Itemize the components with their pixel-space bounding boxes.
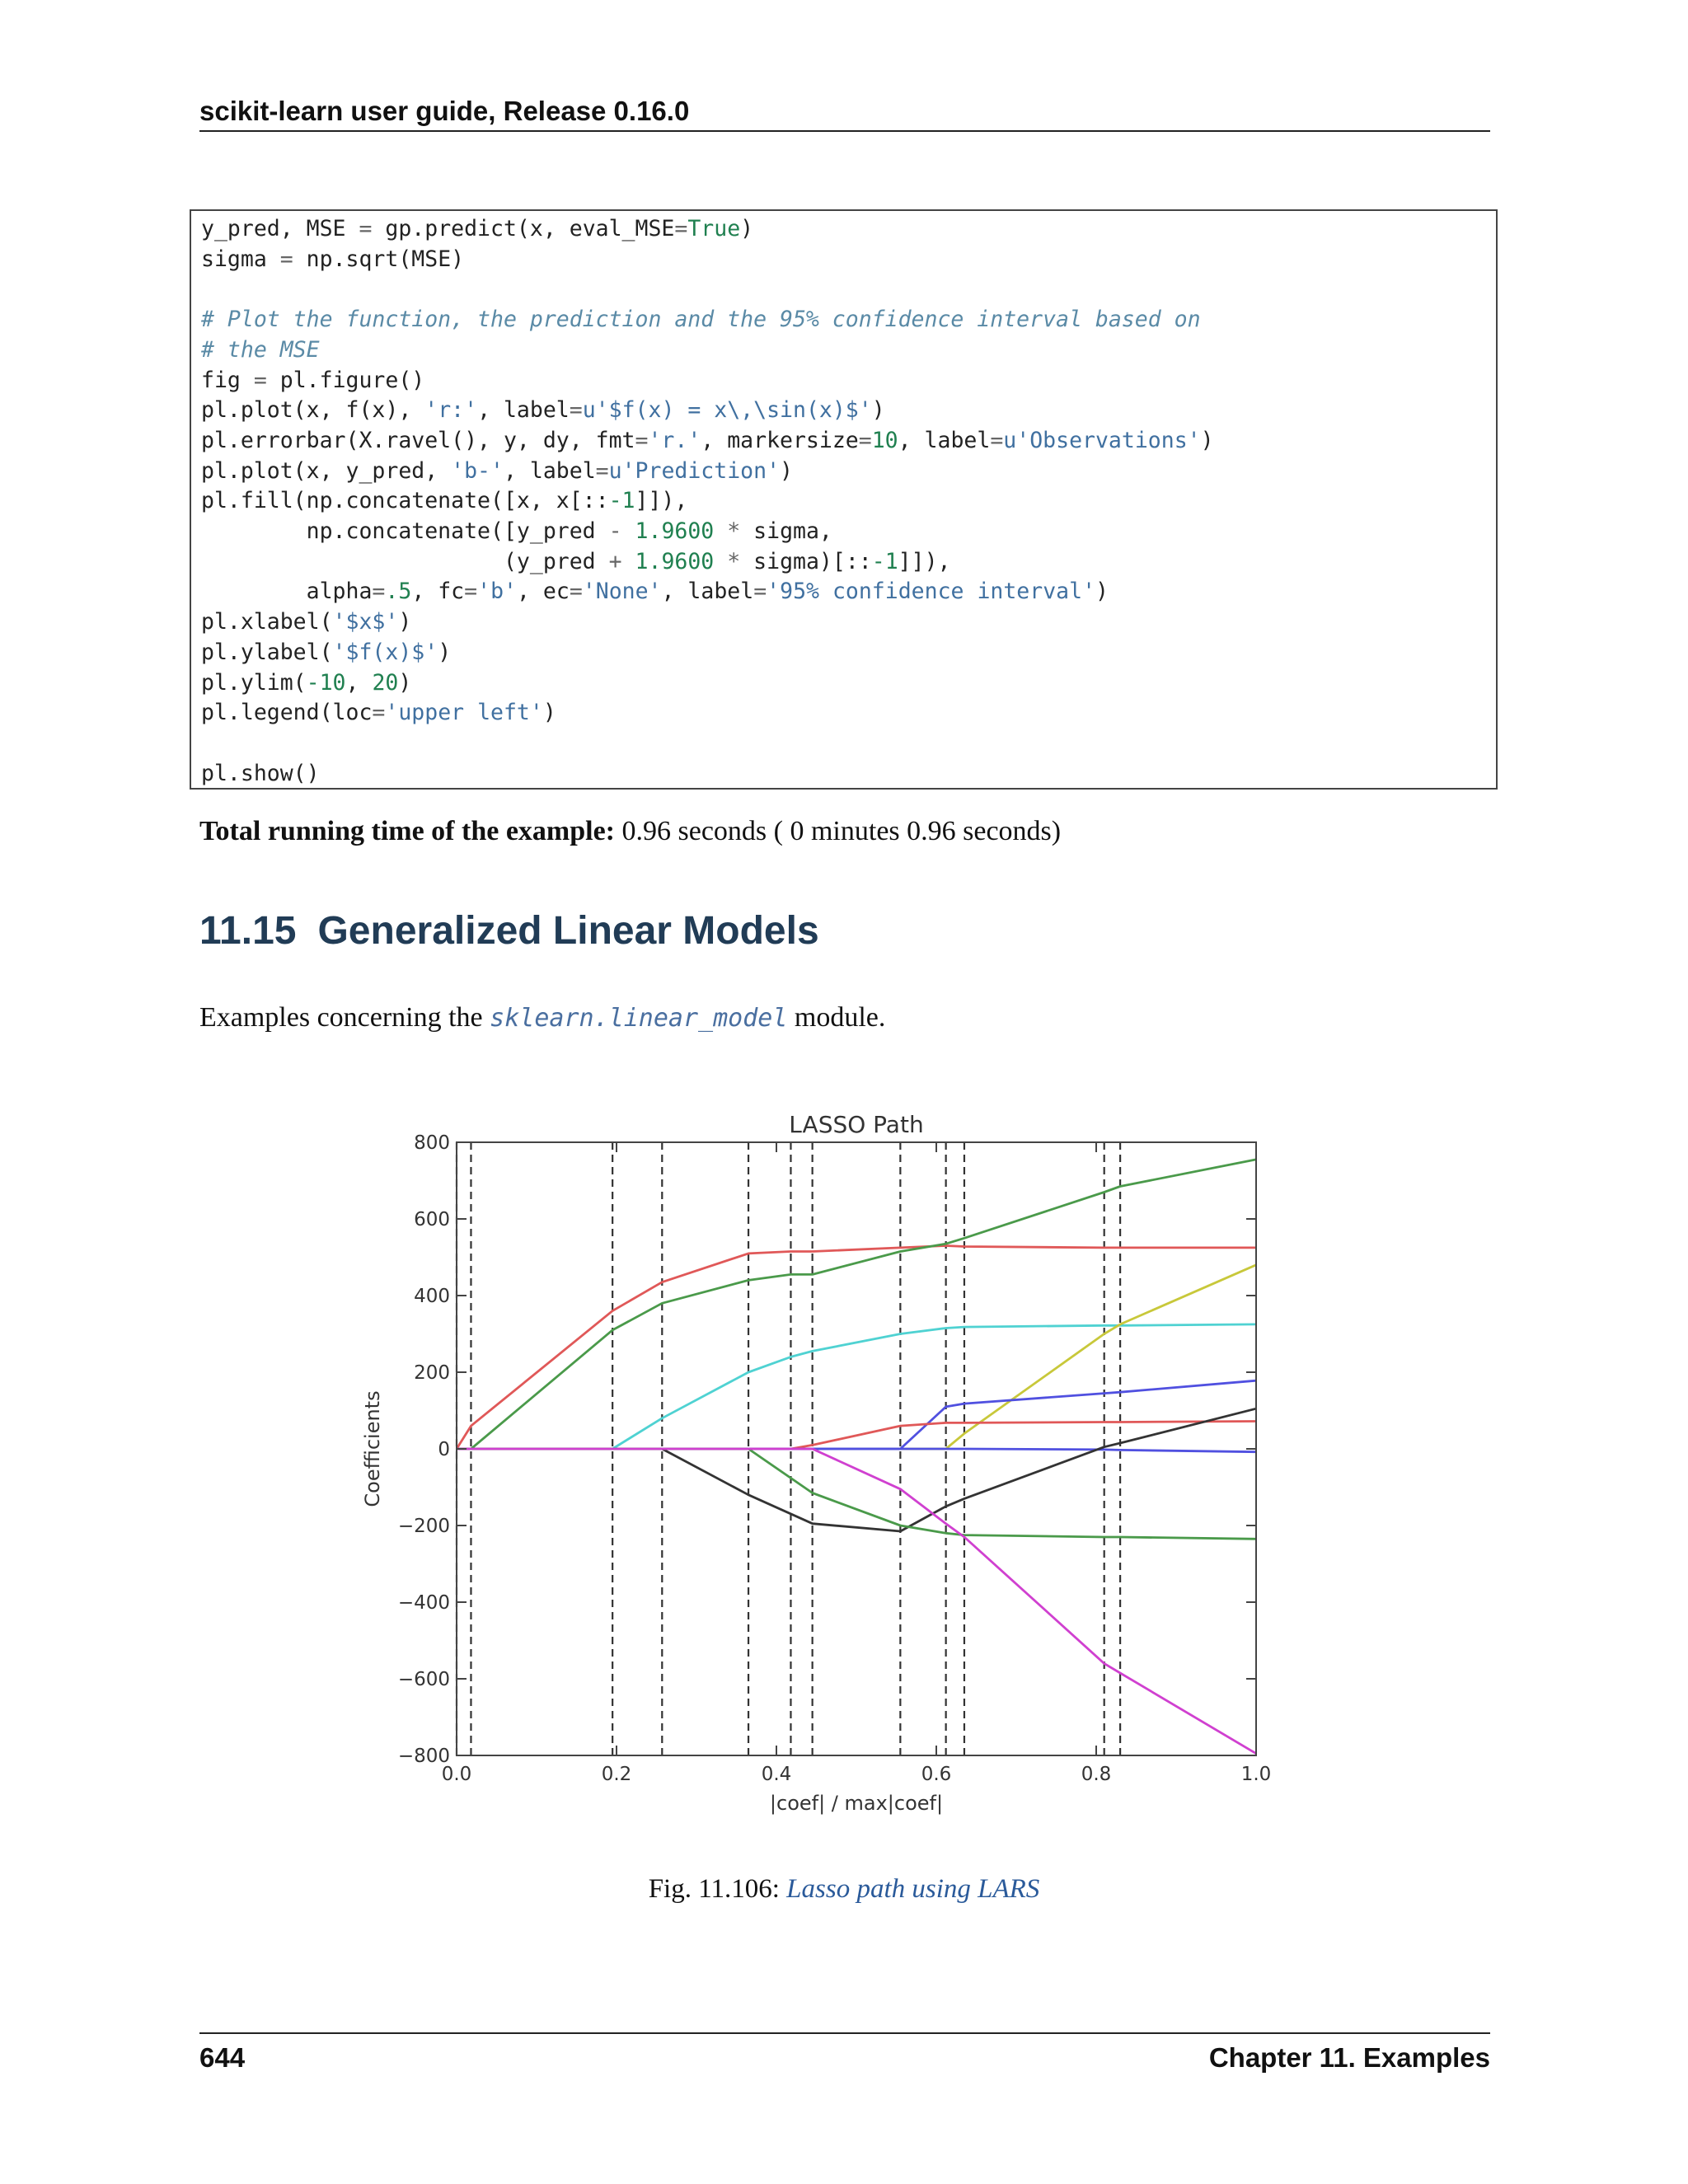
y-tick-label: −600 — [397, 1669, 450, 1690]
code-token: fig — [201, 367, 254, 393]
code-token: 10 — [871, 427, 898, 453]
code-token: pl.legend(loc — [201, 700, 373, 726]
code-token: ) — [740, 216, 754, 241]
header-rule — [199, 130, 1490, 132]
code-token: -1 — [608, 488, 635, 514]
code-token: = — [595, 457, 609, 484]
code-token: y_pred, MSE — [201, 216, 359, 241]
code-token: = — [635, 427, 649, 453]
section-heading — [199, 908, 819, 954]
code-token: 'b' — [477, 579, 517, 605]
code-token: pl.fill(np.concatenate([x, x[:: — [201, 488, 609, 514]
code-token: # Plot the function, the prediction and the 95% confidence interval based on — [201, 307, 1201, 333]
code-token: = — [674, 216, 688, 241]
code-token: ) — [871, 397, 885, 424]
code-token: = — [990, 427, 1004, 453]
code-token: , fc — [411, 579, 465, 605]
code-token — [714, 549, 727, 574]
code-token: * — [727, 518, 741, 545]
code-line — [201, 579, 1109, 604]
code-token: ) — [780, 457, 794, 484]
x-tick-label: 0.8 — [1081, 1764, 1112, 1785]
running-time-value: 0.96 seconds ( 0 minutes 0.96 seconds) — [615, 816, 1062, 846]
x-tick-label: 0.0 — [441, 1764, 472, 1785]
code-token: 'b-' — [451, 457, 504, 484]
code-line — [201, 700, 556, 725]
code-token: (y_pred — [201, 548, 609, 574]
y-tick-label: 200 — [414, 1362, 450, 1384]
code-token — [622, 518, 635, 544]
code-token: ) — [398, 609, 412, 635]
code-token: * — [727, 548, 741, 574]
code-token: 'upper left' — [385, 700, 543, 726]
code-token: '95% confidence interval' — [767, 579, 1096, 605]
code-token — [622, 549, 635, 574]
code-line — [201, 368, 424, 393]
running-time-note — [199, 816, 1061, 847]
code-token: = — [569, 579, 583, 605]
x-tick-label: 1.0 — [1240, 1764, 1272, 1785]
y-tick-label: 800 — [414, 1132, 450, 1154]
x-axis-label: |coef| / max|coef| — [769, 1792, 944, 1815]
code-token: pl.ylim( — [201, 669, 307, 696]
y-tick-label: −400 — [397, 1592, 450, 1614]
code-token: ) — [542, 700, 556, 726]
y-axis-label: Coefficients — [361, 1390, 384, 1507]
code-token — [714, 518, 727, 544]
x-tick-label: 0.2 — [601, 1764, 632, 1785]
code-token: = — [279, 246, 293, 272]
code-token: = — [372, 579, 386, 605]
intro-text-after: module. — [787, 1002, 886, 1033]
code-line — [201, 397, 885, 423]
code-token: - — [608, 518, 622, 545]
code-token: = — [253, 367, 267, 393]
page-number: 644 — [199, 2042, 246, 2073]
code-token: 1.9600 — [635, 548, 715, 574]
code-token: = — [858, 427, 872, 453]
code-line — [201, 216, 753, 241]
code-line — [201, 307, 1201, 332]
figure-caption — [0, 1874, 1688, 1905]
code-token: 20 — [372, 669, 399, 696]
code-token: , markersize — [701, 427, 859, 453]
intro-text-before: Examples concerning the — [199, 1002, 490, 1033]
module-link[interactable]: sklearn.linear_model — [490, 1004, 788, 1033]
code-line — [201, 428, 1214, 453]
code-token: -10 — [306, 669, 346, 696]
code-token: sigma)[:: — [740, 548, 872, 574]
code-token: gp.predict(x, eval_MSE — [372, 216, 675, 241]
code-token: ) — [438, 639, 452, 665]
code-token: u'$f(x) = x\,\sin(x)$' — [582, 397, 872, 424]
code-token: 1.9600 — [635, 518, 715, 545]
figure-number: Fig. 11.106: — [648, 1874, 787, 1904]
code-line — [201, 246, 464, 272]
running-header: scikit-learn user guide, Release 0.16.0 — [199, 96, 690, 126]
lasso-path-chart — [354, 1104, 1302, 1830]
code-line — [201, 488, 687, 513]
code-token: '$f(x)$' — [332, 639, 438, 665]
code-line — [201, 518, 832, 544]
code-line — [201, 458, 793, 484]
code-token: np.sqrt(MSE) — [293, 246, 465, 272]
code-token: ) — [1095, 579, 1109, 605]
code-listing — [201, 214, 1214, 789]
y-tick-label: 600 — [414, 1209, 450, 1230]
code-token: = — [372, 700, 386, 726]
x-tick-label: 0.4 — [761, 1764, 792, 1785]
code-token: # the MSE — [201, 336, 320, 363]
code-line — [201, 670, 411, 696]
code-token: , — [345, 669, 373, 696]
code-token: alpha — [201, 579, 373, 605]
section-number: 11.15 — [199, 909, 297, 953]
footer-rule — [199, 2032, 1490, 2034]
code-token: , label — [898, 427, 991, 453]
code-token: pl.plot(x, f(x), — [201, 397, 425, 424]
code-token: u'Observations' — [1003, 427, 1201, 453]
code-token: sigma — [201, 246, 280, 272]
code-token: ) — [1200, 427, 1214, 453]
code-token: u'Prediction' — [608, 457, 781, 484]
code-token: True — [687, 216, 741, 241]
code-token: + — [608, 548, 622, 574]
code-token: 'r:' — [424, 397, 478, 424]
code-token: sigma, — [740, 518, 832, 545]
code-token: pl.errorbar(X.ravel(), y, dy, fmt — [201, 427, 635, 453]
code-token: , label — [477, 397, 570, 424]
code-token: = — [753, 579, 767, 605]
x-tick-label: 0.6 — [921, 1764, 952, 1785]
code-token: = — [464, 579, 478, 605]
running-time-label: Total running time of the example: — [199, 816, 616, 846]
y-tick-label: 0 — [438, 1439, 450, 1460]
code-token: = — [569, 397, 583, 424]
code-token: ) — [398, 669, 412, 696]
code-token: .5 — [385, 579, 412, 605]
code-token: pl.show() — [201, 760, 320, 786]
code-token: -1 — [871, 548, 898, 574]
code-line — [201, 337, 320, 363]
intro-paragraph — [199, 1002, 885, 1033]
code-line — [201, 640, 451, 665]
y-tick-label: −200 — [397, 1516, 450, 1537]
code-token: ]]), — [898, 548, 951, 574]
code-line — [201, 761, 320, 786]
figure-link[interactable]: Lasso path using LARS — [786, 1874, 1040, 1904]
code-token: '$x$' — [332, 609, 399, 635]
code-token: ]]), — [635, 488, 688, 514]
y-tick-label: −800 — [397, 1746, 450, 1767]
y-tick-label: 400 — [414, 1286, 450, 1307]
code-block — [190, 209, 1498, 790]
code-token: pl.plot(x, y_pred, — [201, 457, 452, 484]
code-token: , label — [661, 579, 754, 605]
code-token: pl.xlabel( — [201, 609, 333, 635]
code-token: np.concatenate([y_pred — [201, 518, 609, 545]
code-line — [201, 549, 951, 574]
code-token: = — [359, 216, 373, 241]
code-token: , label — [503, 457, 596, 484]
chapter-label: Chapter 11. Examples — [1208, 2042, 1490, 2073]
code-token: 'None' — [582, 579, 662, 605]
code-line — [201, 609, 411, 635]
chart-title: LASSO Path — [789, 1111, 924, 1138]
code-token: , ec — [516, 579, 570, 605]
section-title: Generalized Linear Models — [317, 909, 819, 953]
code-token: 'r.' — [648, 427, 701, 453]
code-token: pl.figure() — [266, 367, 425, 393]
code-token: pl.ylabel( — [201, 639, 333, 665]
